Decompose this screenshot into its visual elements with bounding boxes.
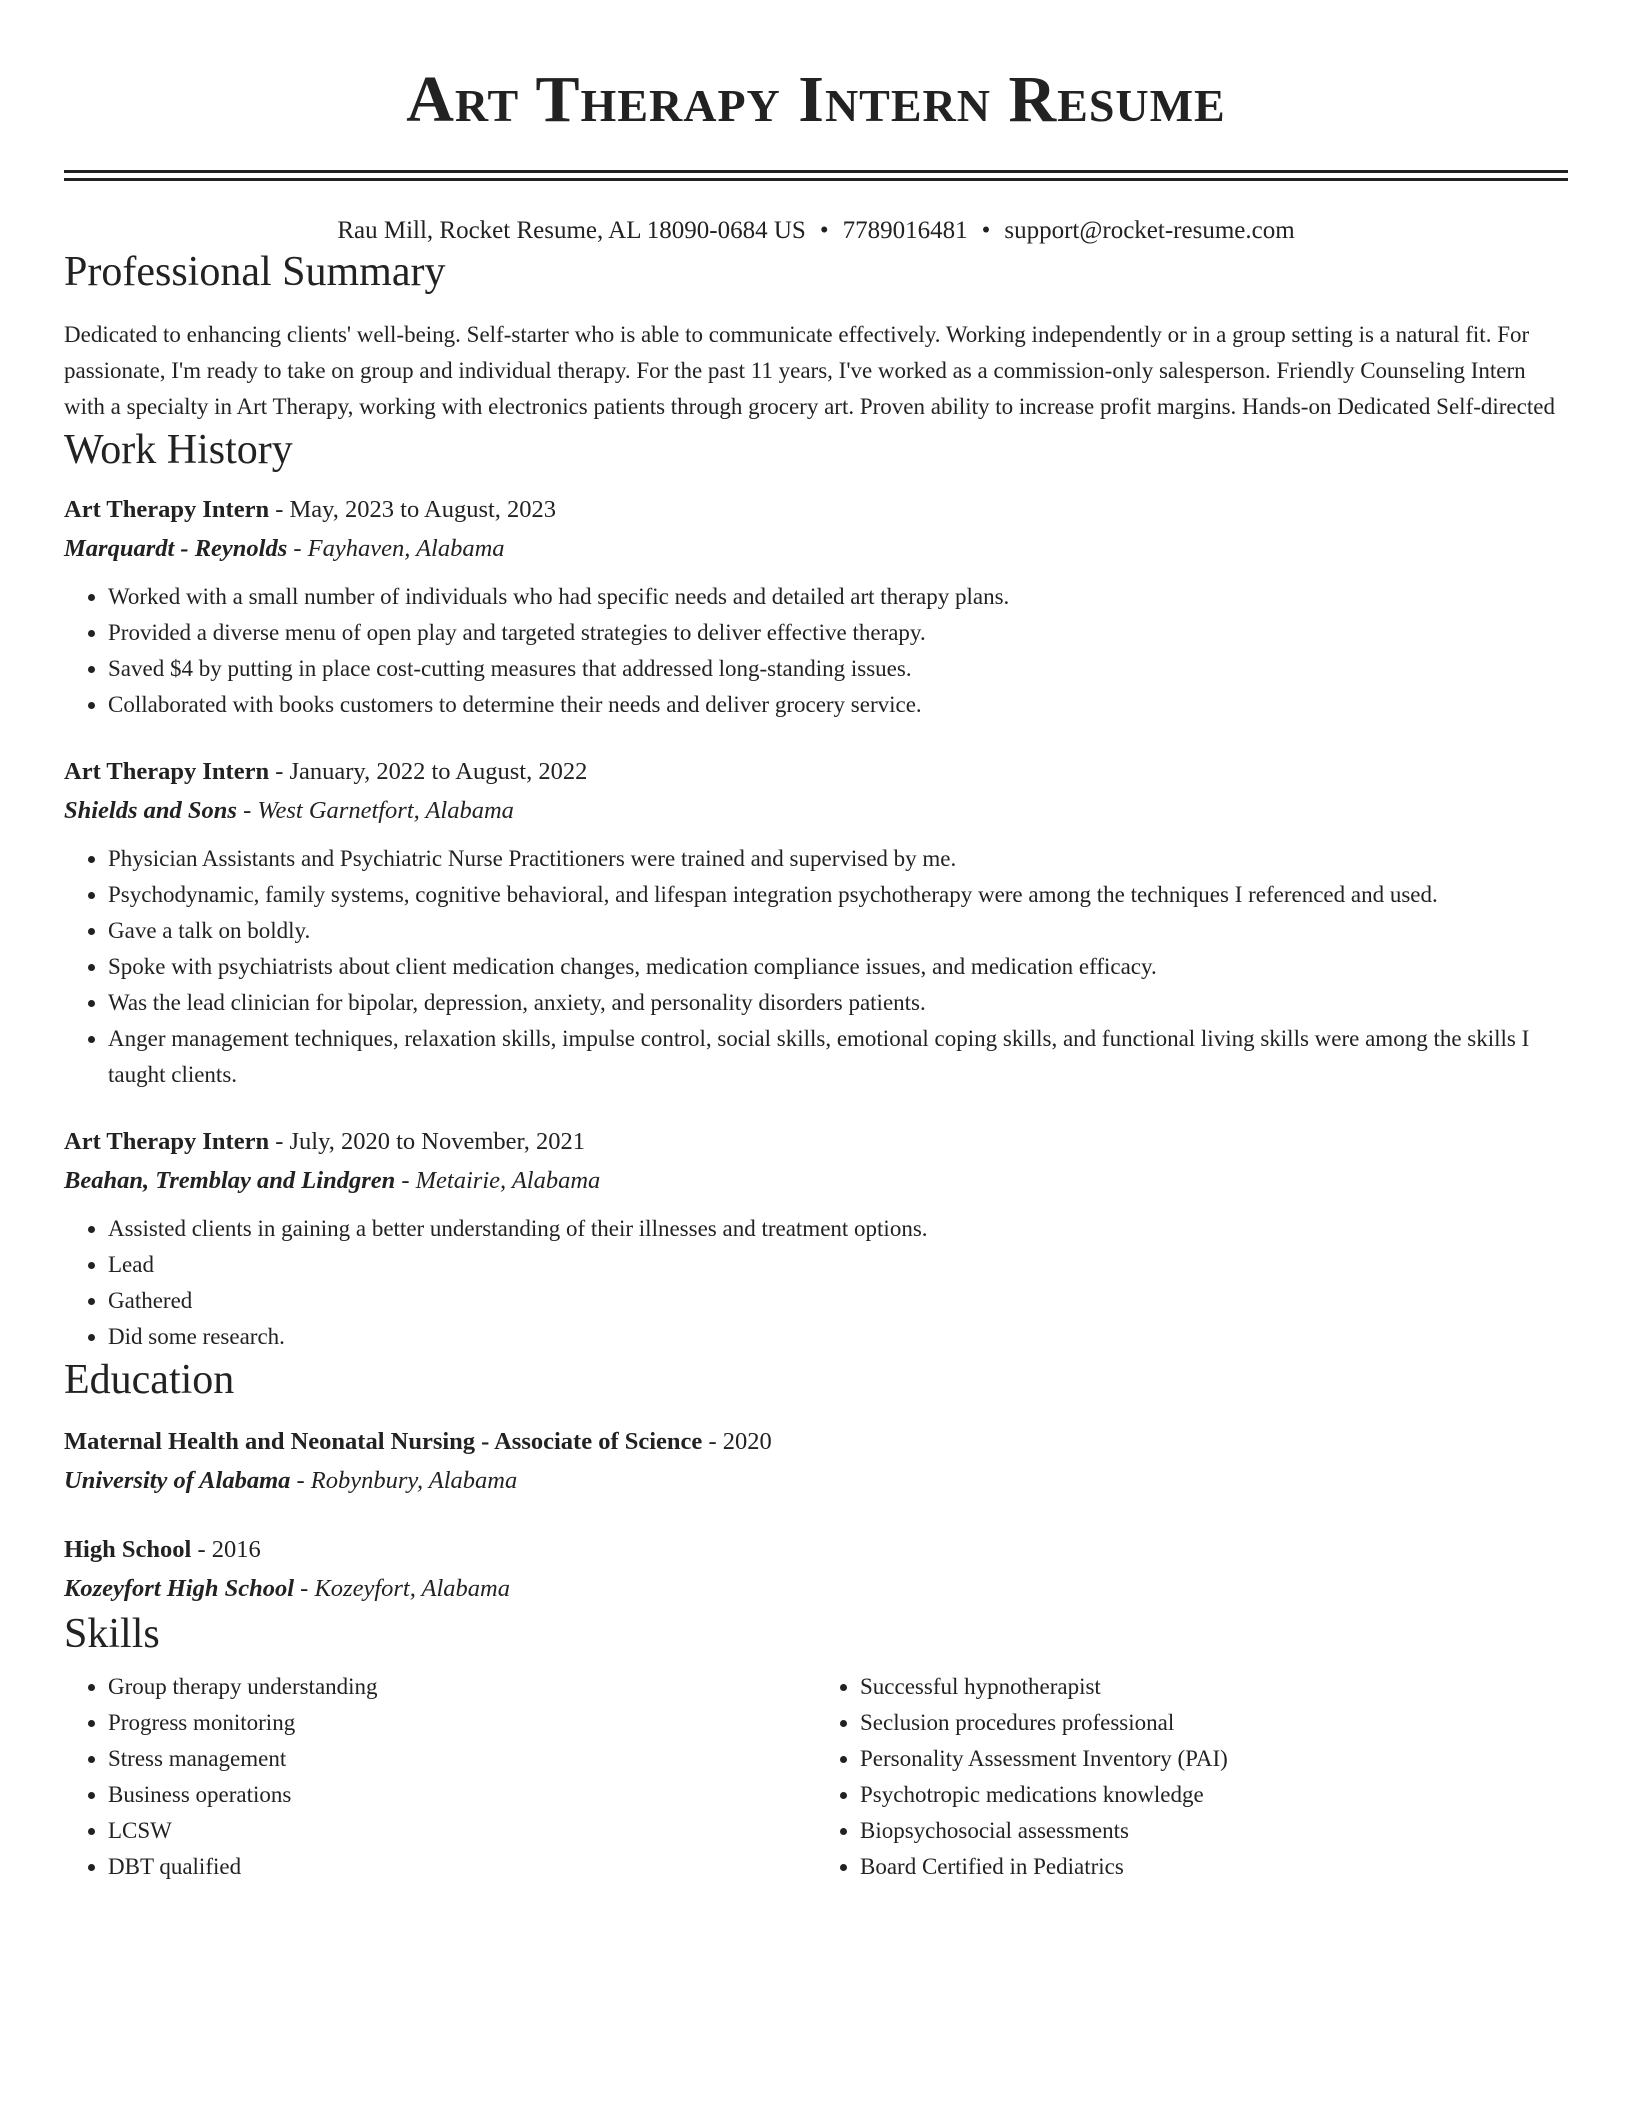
skill-item: • Personality Assessment Inventory (PAI)	[860, 1741, 1568, 1777]
job-dates: - July, 2020 to November, 2021	[269, 1128, 585, 1155]
job-title: Art Therapy Intern	[64, 1128, 270, 1155]
education-year: - 2020	[702, 1428, 772, 1455]
job-bullet: • Anger management techniques, relaxation skills, impulse control, social skills, emotional coping skills, and functional living skills were among the skills I taught clients.	[108, 1021, 1568, 1093]
job-title: Art Therapy Intern	[64, 496, 270, 523]
job-company-line	[64, 791, 1568, 831]
job-entry	[64, 1123, 1568, 1355]
skill-item: • Business operations	[108, 1777, 816, 1813]
education-entry	[64, 1423, 1568, 1501]
skills-list-left	[64, 1669, 816, 1885]
education-degree-line	[64, 1531, 1568, 1569]
skills-heading: Skills	[64, 1611, 160, 1657]
job-bullet: • Did some research.	[108, 1319, 1568, 1355]
job-bullet: • Physician Assistants and Psychiatric Nurse Practitioners were trained and supervised by me.	[108, 841, 1568, 877]
job-entry	[64, 753, 1568, 1093]
page-title: Art Therapy Intern Resume	[406, 63, 1226, 136]
job-dates: - January, 2022 to August, 2022	[269, 758, 588, 785]
skill-item: • LCSW	[108, 1813, 816, 1849]
job-bullets	[64, 1211, 1568, 1355]
summary-heading: Professional Summary	[64, 249, 446, 295]
skills-columns	[64, 1669, 1568, 1885]
contact-address: Rau Mill, Rocket Resume, AL 18090-0684 US	[337, 217, 806, 244]
skill-item: • Biopsychosocial assessments	[860, 1813, 1568, 1849]
skill-item: • Successful hypnotherapist	[860, 1669, 1568, 1705]
education-school-line	[64, 1461, 1568, 1501]
job-bullet: • Provided a diverse menu of open play and targeted strategies to deliver effective therapy.	[108, 615, 1568, 651]
skill-item: • DBT qualified	[108, 1849, 816, 1885]
education-year: - 2016	[191, 1536, 261, 1563]
job-company-line	[64, 1161, 1568, 1201]
skill-item: • Group therapy understanding	[108, 1669, 816, 1705]
education-school-line	[64, 1569, 1568, 1609]
job-company: Beahan, Tremblay and Lindgren	[64, 1167, 396, 1194]
education-heading: Education	[64, 1357, 235, 1403]
skill-item: • Stress management	[108, 1741, 816, 1777]
job-location: - Metairie, Alabama	[395, 1167, 601, 1194]
job-bullet: • Was the lead clinician for bipolar, depression, anxiety, and personality disorders patients.	[108, 985, 1568, 1021]
contact-separator: •	[981, 217, 991, 244]
job-bullet: • Gave a talk on boldly.	[108, 913, 1568, 949]
education-entry	[64, 1531, 1568, 1609]
job-company: Shields and Sons	[64, 797, 237, 824]
job-bullets	[64, 841, 1568, 1093]
job-bullet: • Saved $4 by putting in place cost-cutting measures that addressed long-standing issues.	[108, 651, 1568, 687]
job-dates: - May, 2023 to August, 2023	[269, 496, 557, 523]
contact-email: support@rocket-resume.com	[1004, 217, 1295, 244]
job-bullet: • Spoke with psychiatrists about client medication changes, medication compliance issues, and medication efficacy.	[108, 949, 1568, 985]
skill-item: • Seclusion procedures professional	[860, 1705, 1568, 1741]
job-title: Art Therapy Intern	[64, 758, 270, 785]
job-title-line	[64, 1123, 1568, 1161]
education-degree: High School	[64, 1536, 192, 1563]
job-bullet: • Assisted clients in gaining a better understanding of their illnesses and treatment options.	[108, 1211, 1568, 1247]
job-bullet: • Gathered	[108, 1283, 1568, 1319]
skill-item: • Psychotropic medications knowledge	[860, 1777, 1568, 1813]
job-bullet: • Worked with a small number of individuals who had specific needs and detailed art therapy plans.	[108, 579, 1568, 615]
job-company: Marquardt - Reynolds	[64, 535, 288, 562]
education-school: Kozeyfort High School	[64, 1575, 295, 1602]
summary-text: Dedicated to enhancing clients' well-being. Self-starter who is able to communicate effectively. Working independently or in a group setting is a natural fit. For passionate, I'm ready to take on group and individual therapy. For the past 11 years, I've worked as a commission-only salesperson. Friendly Counseling Intern with a specialty in Art Therapy, working with electronics patients through grocery art. Proven ability to increase profit margins. Hands-on Dedicated Self-directed	[64, 322, 1555, 419]
job-title-line	[64, 491, 1568, 529]
job-bullet: • Collaborated with books customers to determine their needs and deliver grocery service.	[108, 687, 1568, 723]
job-entry	[64, 491, 1568, 723]
job-title-line	[64, 753, 1568, 791]
education-degree: Maternal Health and Neonatal Nursing - Associate of Science	[64, 1428, 703, 1455]
work-history-heading: Work History	[64, 427, 293, 473]
job-bullet: • Lead	[108, 1247, 1568, 1283]
job-company-line	[64, 529, 1568, 569]
education-school: University of Alabama	[64, 1467, 291, 1494]
education-degree-line	[64, 1423, 1568, 1461]
skill-item: • Board Certified in Pediatrics	[860, 1849, 1568, 1885]
education-location: - Robynbury, Alabama	[290, 1467, 518, 1494]
job-location: - Fayhaven, Alabama	[287, 535, 505, 562]
education-location: - Kozeyfort, Alabama	[294, 1575, 511, 1602]
job-location: - West Garnetfort, Alabama	[236, 797, 514, 824]
contact-phone: 7789016481	[842, 217, 968, 244]
contact-separator: •	[819, 217, 829, 244]
skills-list-right	[816, 1669, 1568, 1885]
title-double-rule	[64, 170, 1568, 181]
job-bullets	[64, 579, 1568, 723]
job-bullet: • Psychodynamic, family systems, cognitive behavioral, and lifespan integration psychotherapy were among the techniques I referenced and used.	[108, 877, 1568, 913]
skill-item: • Progress monitoring	[108, 1705, 816, 1741]
contact-line	[64, 215, 1568, 247]
